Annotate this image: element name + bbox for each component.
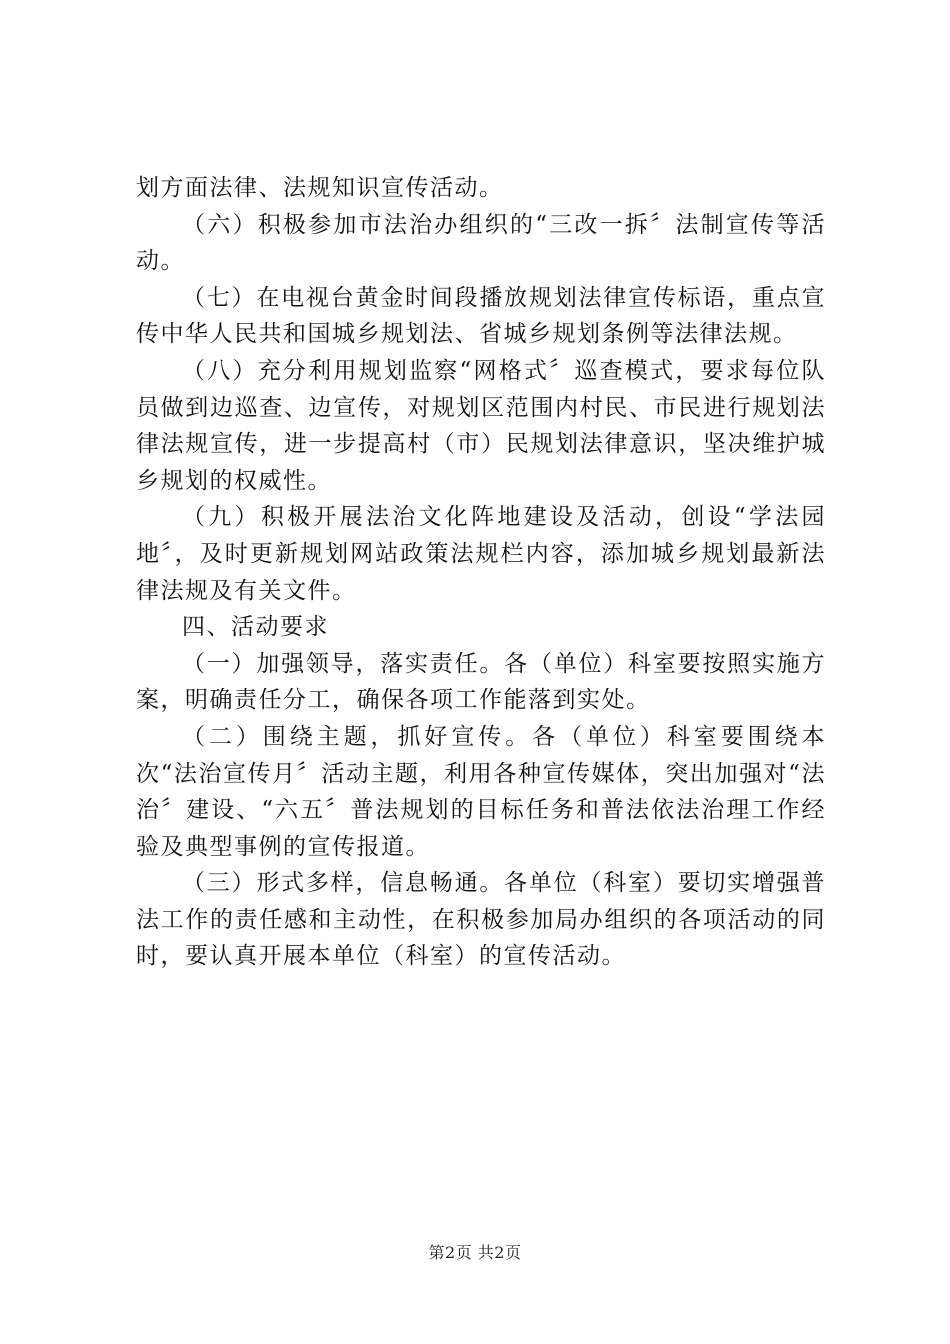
paragraph-requirement-3: （三）形式多样，信息畅通。各单位（科室）要切实增强普法工作的责任感和主动性，在积极参加局办组织的各项活动的同时，要认真开展本单位（科室）的宣传活动。 (136, 870, 826, 970)
section-heading-activity-requirements: 四、活动要求 (182, 614, 329, 641)
paragraph-item-7: （七）在电视台黄金时间段播放规划法律宣传标语，重点宣传中华人民共和国城乡规划法、省城乡规划条例等法律法规。 (136, 284, 826, 348)
paragraph-requirement-1: （一）加强领导，落实责任。各（单位）科室要按照实施方案，明确责任分工，确保各项工作能落到实处。 (136, 650, 826, 714)
paragraph-item-8: （八）充分利用规划监察“网格式〞巡查模式，要求每位队员做到边巡查、边宣传，对规划区范围内村民、市民进行规划法律法规宣传，进一步提高村（市）民规划法律意识，坚决维护城乡规划的权威性。 (136, 357, 826, 494)
paragraph-item-9: （九）积极开展法治文化阵地建设及活动，创设“学法园地〞，及时更新规划网站政策法规栏内容，添加城乡规划最新法律法规及有关文件。 (136, 504, 826, 604)
document-body (136, 170, 826, 975)
paragraph-item-6: （六）积极参加市法治办组织的“三改一拆〞法制宣传等活动。 (136, 211, 826, 275)
page-number-footer: 第2页 共2页 (428, 1243, 522, 1262)
paragraph-continuation: 划方面法律、法规知识宣传活动。 (136, 175, 504, 201)
paragraph-requirement-2: （二）围绕主题，抓好宣传。各（单位）科室要围绕本次“法治宣传月〞活动主题，利用各种宣传媒体，突出加强对“法治〞建设、“六五〞普法规划的目标任务和普法依法治理工作经验及典型事例的宣传报道。 (136, 723, 826, 860)
